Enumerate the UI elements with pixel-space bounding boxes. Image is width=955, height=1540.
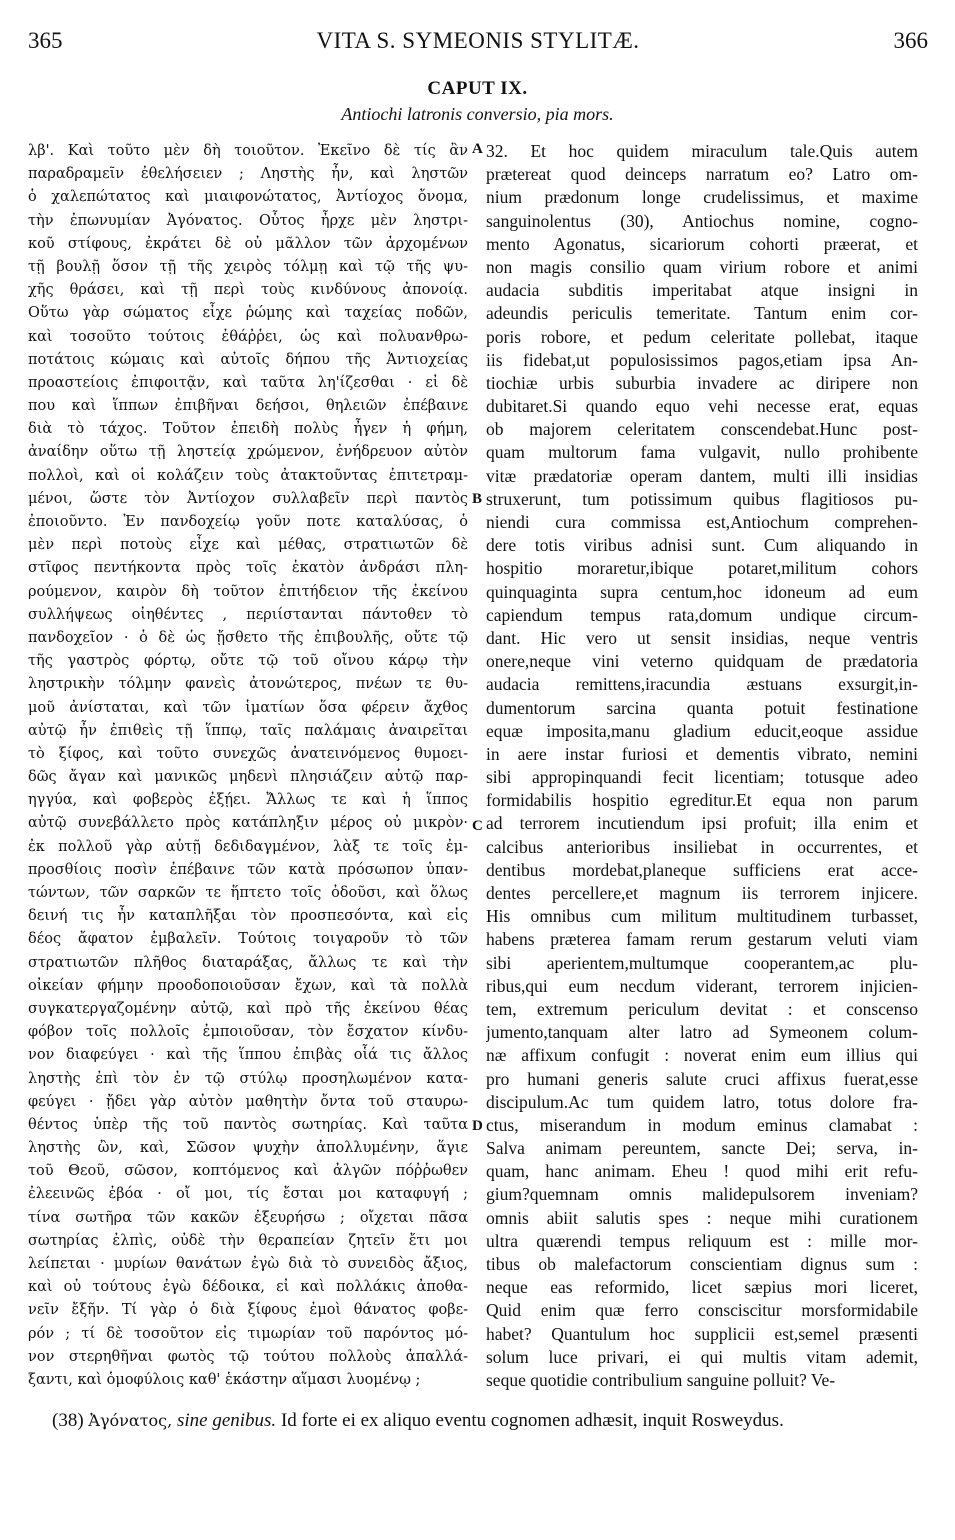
- latin-text-line: ob majorem celeritatem conscendebat.Hunc post-: [486, 419, 918, 440]
- latin-text-line: poris robore, et pedum celeritate pollebat, itaque: [486, 326, 918, 347]
- latin-text-line: dentibus mordebat,planeque sufficiens erat acce-: [486, 859, 918, 880]
- greek-text-line: μένοι, ὥστε τὸν Ἀντίοχον συλλαβεῖν περὶ παντὸς: [28, 490, 468, 507]
- latin-text-line: næ affixum confugit : noverat enim eum illius qui: [486, 1045, 918, 1066]
- latin-text-line: His omnibus cum militum multitudinem turbasset,: [486, 906, 918, 927]
- latin-column: [486, 140, 918, 1392]
- greek-text-line: δεινή τις ἦν καταπλῆξαι τὸν προσπεσόντα, καὶ εἰς: [28, 908, 468, 925]
- greek-text-line: προσθίοις ποσὶν ἐπέβαινε τῶν κατὰ πρόσωπον ὑπαν-: [28, 861, 468, 878]
- latin-text-line: neque eas reformido, licet sæpius mori liceret,: [486, 1277, 918, 1298]
- greek-text-line: Οὕτω γὰρ σώματος εἶχε ῥώμης καὶ ταχείας ποδῶν,: [28, 305, 468, 322]
- margin-marker-a: A: [472, 141, 483, 157]
- chapter-heading: CAPUT IX.: [427, 78, 528, 99]
- latin-text-line: habet? Quantulum hoc supplicii est,semel præsenti: [486, 1323, 918, 1344]
- greek-text-line: πανδοχεῖον · ὁ δὲ ὡς ᾔσθετο τῆς ἐπιβουλῆς, οὔτε τῷ: [28, 629, 468, 646]
- latin-text-line: ad terrorem incutiendum ipsi profuit; illa enim et: [486, 813, 918, 834]
- greek-text-line: συλλήψεως οἰηθέντες , περιίστανται πάντοθεν τὸ: [28, 606, 468, 623]
- greek-text-line: νεῖν ἔξῆν. Τί γὰρ ὁ διὰ ξίφους ἐμοὶ θάνατος φοβε-: [28, 1302, 468, 1319]
- latin-text-line: tem, extremum periculum devitat : et conscenso: [486, 998, 918, 1019]
- latin-text-line: non magis consilio quam virium robore et animi: [486, 256, 918, 277]
- greek-text-line: ἐποιοῦντο. Ἐν πανδοχείῳ γοῦν ποτε καταλύσας, ὁ: [28, 514, 468, 530]
- latin-text-line: iis fidebat,ut populosissimos pagos,etiam ipsa An-: [486, 349, 918, 370]
- latin-text-line: struxerunt, tum potissimum quibus flagitiosos pu-: [486, 488, 918, 509]
- greek-text-line: ρόν ; τί δὲ τοσοῦτον εἰς τιμωρίαν τοῦ παρόντος μό-: [28, 1325, 468, 1342]
- latin-text-line: sibi aperientem,multumque cooperantem,ac plu-: [486, 952, 918, 973]
- latin-text-line: sibi appropinquandi fecit licentiam; totusque adeo: [486, 767, 918, 788]
- margin-marker-b: B: [472, 491, 483, 507]
- greek-text-line: κοῦ στίφους, ἐκράτει δὲ οὐ μᾶλλον τῶν ἀρχομένων: [28, 235, 468, 252]
- latin-text-line: sanguinolentus (30), Antiochus nomine, cogno-: [486, 210, 918, 231]
- latin-text-line: gium?quemnam omnis malidepulsorem inveniam?: [486, 1184, 918, 1205]
- latin-text-line: seque quotidie contribulium sanguine polluit? Ve-: [486, 1369, 836, 1390]
- latin-text-line: tiochiæ urbis suburbia invadere ac diripere non: [486, 372, 918, 393]
- greek-text-line: τῇ βουλῇ ὅσον τῇ τῆς χειρὸς τόλμῃ καὶ τῷ τῆς ψυ-: [28, 258, 468, 275]
- running-head: [28, 28, 928, 58]
- greek-text-line: τίνα σωτῆρα τῶν κακῶν ἐξευρήσω ; οἴχεται πᾶσα: [28, 1209, 468, 1226]
- greek-text-line: παραδραμεῖν ἐθελήσειεν ; Ληστὴς ἦν, καὶ ληστῶν: [28, 166, 468, 183]
- latin-text-line: capiendum tempus rata,domum undique circum-: [486, 604, 918, 625]
- latin-text-line: quam multorum fama vulgavit, nullo prohibente: [486, 442, 918, 463]
- greek-column: [28, 140, 468, 1392]
- greek-text-line: ληστὴς ὢν, καὶ, Σῶσον ψυχὴν ἀπολλυμένην, ἅγιε: [28, 1140, 468, 1157]
- greek-text-line: τὴν ἐπωνυμίαν Ἀγόνατος. Οὗτος ἦρχε μὲν ληστρι-: [28, 212, 468, 229]
- greek-text-line: διὰ τὸ τάχος. Τοῦτον ἐπειδὴ πολὺς ἦγεν ἡ φήμη,: [28, 421, 468, 438]
- latin-text-line: jumento,tanquam alter latro ad Symeonem colum-: [486, 1022, 918, 1043]
- latin-text-line: Salva animam pereuntem, sancte Dei; serva, in-: [486, 1138, 918, 1159]
- latin-text-line: calcibus anterioribus insiliebat in occurrentes, et: [486, 836, 918, 857]
- latin-text-line: ribus,qui eum necdum viderant, terrorem injicien-: [486, 975, 918, 996]
- greek-text-line: ρούμενον, καιρὸν δὴ τοῦτον ἐπιτήδειον τῆς ἐκείνου: [28, 583, 468, 600]
- latin-text-line: formidabilis hospitio egreditur.Et equa non parum: [486, 790, 918, 811]
- greek-text-line: ἐλεεινῶς ἐβόα · οἴ μοι, τίς ἔσται μοι καταφυγή ;: [28, 1186, 468, 1203]
- footnote-number: (38): [52, 1410, 84, 1431]
- greek-text-line: ἐκ πολλοῦ γὰρ αὐτῇ δεδιδαγμένον, λὰξ τε τοῖς ἐμ-: [28, 838, 468, 855]
- latin-text-line: niendi cura commissa est,Antiochum comprehen-: [486, 512, 918, 532]
- latin-text-line: vitæ prædatoriæ operam dantem, multi illi insidias: [486, 465, 918, 486]
- greek-text-line: δέος ἄφατον ἐμβαλεῖν. Τούτοις τοιγαροῦν τὸ τῶν: [28, 931, 468, 948]
- greek-text-line: ληστὴς ἐπὶ τὸν ἐν τῷ στύλῳ προσηλωμένον κατα-: [28, 1070, 468, 1087]
- latin-text-line: ultra quærendi tempus reliquum est : mille mor-: [486, 1230, 918, 1251]
- latin-text-line: audacia remittens,iracundia æstuans exsurgit,in-: [486, 674, 918, 695]
- greek-text-line: λβ'. Καὶ τοῦτο μὲν δὴ τοιοῦτον. Ἐκεῖνο δὲ τίς ἂν: [28, 143, 468, 159]
- greek-text-line: σωτηρίας ἐλπὶς, οὐδὲ τὴν θεραπείαν ζητεῖν ἔτι μοι: [28, 1232, 468, 1249]
- margin-marker-d: D: [472, 1118, 483, 1134]
- latin-text-line: adeundis periculis temeritate. Tantum enim cor-: [486, 303, 918, 324]
- latin-text-line: Quid enim quæ ferro consciscitur morsformidabile: [486, 1300, 918, 1321]
- greek-text-line: τῆς γαστρὸς φόρτῳ, οὔτε τῷ τοῦ οἴνου κάρῳ τὴν: [28, 653, 468, 670]
- greek-text-line: ποτάτοις κώμαις καὶ αὐτοῖς δήπου τῆς Ἀντιοχείας: [28, 351, 468, 368]
- latin-text-line: dubitaret.Si quando equo vehi necesse erat, equas: [486, 396, 918, 417]
- greek-text-line: οἰκείαν φήμην προοδοποιοῦσαν ἔχων, καὶ τὰ πολλὰ: [28, 977, 468, 994]
- greek-text-line: ἀναίδην οὕτω τῇ ληστείᾳ χρώμενον, ἐνήδρευον αὐτὸν: [28, 444, 468, 461]
- greek-text-line: που καὶ ἵππων ἐπιβῆναι δεήσοι, θηλειῶν ἐπέβαινε: [28, 398, 468, 415]
- greek-text-line: στρατιωτῶν πλῆθος διαταράξας, ἄλλως τε καὶ τὴν: [28, 954, 468, 971]
- latin-text-line: quam, hanc animam. Eheu ! quod mihi erit refu-: [486, 1161, 918, 1182]
- greek-text-line: λείπεται · μυρίων θανάτων ἐγὼ διὰ τὸ συνειδὸς ἄξιος,: [28, 1256, 468, 1272]
- latin-text-line: equæ imposita,manu gladium educit,eoque assidue: [486, 720, 918, 741]
- greek-text-line: πολλοὶ, καὶ οἱ κολάζειν τοὺς ἀτακτοῦντας ἐπιτετραμ-: [28, 467, 468, 484]
- latin-text-line: pro humani generis salute cruci affixus fuerat,esse: [486, 1068, 918, 1089]
- margin-marker-c: C: [472, 818, 483, 834]
- greek-text-line: χῆς θράσει, καὶ τῇ περὶ τοὺς κινδύνους ἀπονοίᾳ.: [28, 282, 468, 299]
- latin-text-line: quinquaginta supra centum,hoc idoneum ad eum: [486, 581, 918, 602]
- greek-text-line: φεύγει · ᾔδει γὰρ αὐτὸν μαθητὴν ὄντα τοῦ σταυρω-: [28, 1093, 468, 1110]
- page-number-left: 365: [28, 28, 63, 53]
- greek-text-line: ληστρικὴν τόλμην φανεὶς ἀτονώτερος, πνέων τε θυ-: [28, 676, 468, 693]
- greek-text-line: αὐτῷ ἦν ἐπιθεὶς τῇ ἵππῳ, ταῖς παλάμαις ἀναιρεῖται: [28, 722, 468, 739]
- latin-text-line: audacia subditis imperitabat atque insigni in: [486, 280, 918, 301]
- latin-text-line: dant. Hic vero ut sensit insidias, neque ventris: [486, 627, 918, 648]
- page-number-right: 366: [893, 28, 928, 53]
- greek-text-line: τοῦ Θεοῦ, σῶσον, κοπτόμενος καὶ ἀλγῶν πόῤῥωθεν: [28, 1163, 468, 1180]
- latin-text-line: in aere instar furiosi et dementis vibrato, nemini: [486, 743, 918, 764]
- latin-text-line: prætereat quod deinceps narratum eo? Latro om-: [486, 164, 918, 185]
- greek-text-line: καὶ οὐ τούτους ἐγὼ δέδοικα, εἰ καὶ πολλάκις ἀποθα-: [28, 1279, 468, 1296]
- footnote-greek-term: Ἀγόνατος,: [88, 1411, 173, 1430]
- greek-text-line: τὸ ξίφος, καὶ τοῦτο συνεχῶς ἀνατεινόμενος θυμοει-: [28, 745, 468, 762]
- greek-text-line: στῖφος πεντήκοντα πρὸς τοῖς ἑκατὸν ἀνδράσι πλη-: [28, 560, 468, 577]
- latin-text-line: dentes percellere,et magnum iis terrorem injicere.: [486, 883, 918, 903]
- latin-text-line: tibus ob malefactorum conscientiam dignus sum :: [486, 1254, 918, 1274]
- greek-text-line: θέντος ὑπὲρ τῆς τοῦ παντὸς σωτηρίας. Καὶ ταῦτα: [28, 1116, 468, 1133]
- latin-text-line: discipulum.Ac tum quidem latro, totus dolore fra-: [486, 1091, 918, 1112]
- greek-text-line: ὁ χαλεπώτατος καὶ μιαιφονώτατος, Ἀντίοχος ὄνομα,: [28, 189, 468, 206]
- latin-text-line: dere totis viribus adnisi sunt. Cum aliquando in: [486, 535, 918, 556]
- latin-text-line: habens præterea famam rerum gestarum veluti viam: [486, 929, 918, 950]
- greek-text-line: ηγγύα, καὶ φοβερὸς ἐξῄει. Ἄλλως τε καὶ ἡ ἵππος: [28, 792, 468, 809]
- latin-text-line: mento Agonatus, sicariorum cohorti præerat, et: [486, 233, 918, 254]
- greek-text-line: τώντων, τῶν σαρκῶν τε ἥπτετο τοῖς ὀδοῦσι, καὶ ὅλως: [28, 885, 468, 901]
- greek-text-line: προαστείοις ἐπιφοιτᾷν, καὶ ταῦτα λη'ίζεσθαι · εἰ δὲ: [28, 374, 468, 391]
- greek-text-line: νον διαφεύγει · καὶ τῆς ἵππου ἐπιβὰς οἷά τις ἄλλος: [28, 1047, 468, 1064]
- greek-text-line: δῶς ἄγαν καὶ μανικῶς μηδενὶ πλησιάζειν αὐτῷ παρ-: [28, 769, 468, 786]
- latin-text-line: solum luce privari, ei qui multis vitam ademit,: [486, 1346, 918, 1367]
- latin-text-line: hospitio moraretur,ibique potaret,militum cohors: [486, 558, 918, 579]
- running-title: VITA S. SYMEONIS STYLITÆ.: [316, 28, 640, 53]
- greek-text-line: ξαντι, καὶ ὁμοφύλοις καθ' ἑκάστην αἵμασι λυομένῳ ;: [28, 1371, 421, 1388]
- greek-text-line: συγκατεργαζομένην αὐτῷ, καὶ πρὸ τῆς ἐκείνου θέας: [28, 1000, 468, 1017]
- footnote-gloss: sine genibus.: [176, 1410, 277, 1431]
- latin-text-line: omnis abiit salutis spes : neque mihi curationem: [486, 1207, 918, 1228]
- footnote-text: Id forte ei ex aliquo eventu cognomen adhæsit, inquit Rosweydus.: [280, 1410, 784, 1431]
- greek-text-line: φόβον τοῖς πολλοῖς ἐμποιοῦσαν, τὸν ἔσχατον κίνδυ-: [28, 1024, 468, 1041]
- greek-text-line: μὲν περὶ ποτοὺς εἶχε καὶ μέθας, στρατιωτῶν δὲ: [28, 537, 468, 554]
- latin-text-line: nium prædonum longe crudelissimus, et maxime: [486, 187, 918, 208]
- latin-text-line: 32. Et hoc quidem miraculum tale.Quis autem: [486, 141, 918, 161]
- greek-text-line: μοῦ ἀνίσταται, καὶ τῶν ἱματίων ὅσα φέρειν ἄχθος: [28, 699, 468, 716]
- greek-text-line: καὶ τοσοῦτο τούτοις ἐθάῤῥει, ὡς καὶ πολυανθρω-: [28, 328, 468, 345]
- greek-text-line: νον στερηθῆναι φωτὸς τῷ τούτου πολλοὺς ἀπαλλά-: [28, 1348, 468, 1365]
- chapter-subtitle: Antiochi latronis conversio, pia mors.: [341, 104, 614, 124]
- footnote: [52, 1410, 912, 1432]
- greek-text-line: αὐτῷ συνεβάλλετο πρὸς κατάπληξιν μέρος οὐ μικρὸν·: [28, 815, 468, 832]
- latin-text-line: ctus, miserandum in modum eminus clamabat :: [486, 1114, 918, 1135]
- latin-text-line: dumentorum sarcina quanta potuit festinatione: [486, 697, 918, 718]
- latin-text-line: onere,neque vini veterno quidquam de prædatoria: [486, 651, 918, 672]
